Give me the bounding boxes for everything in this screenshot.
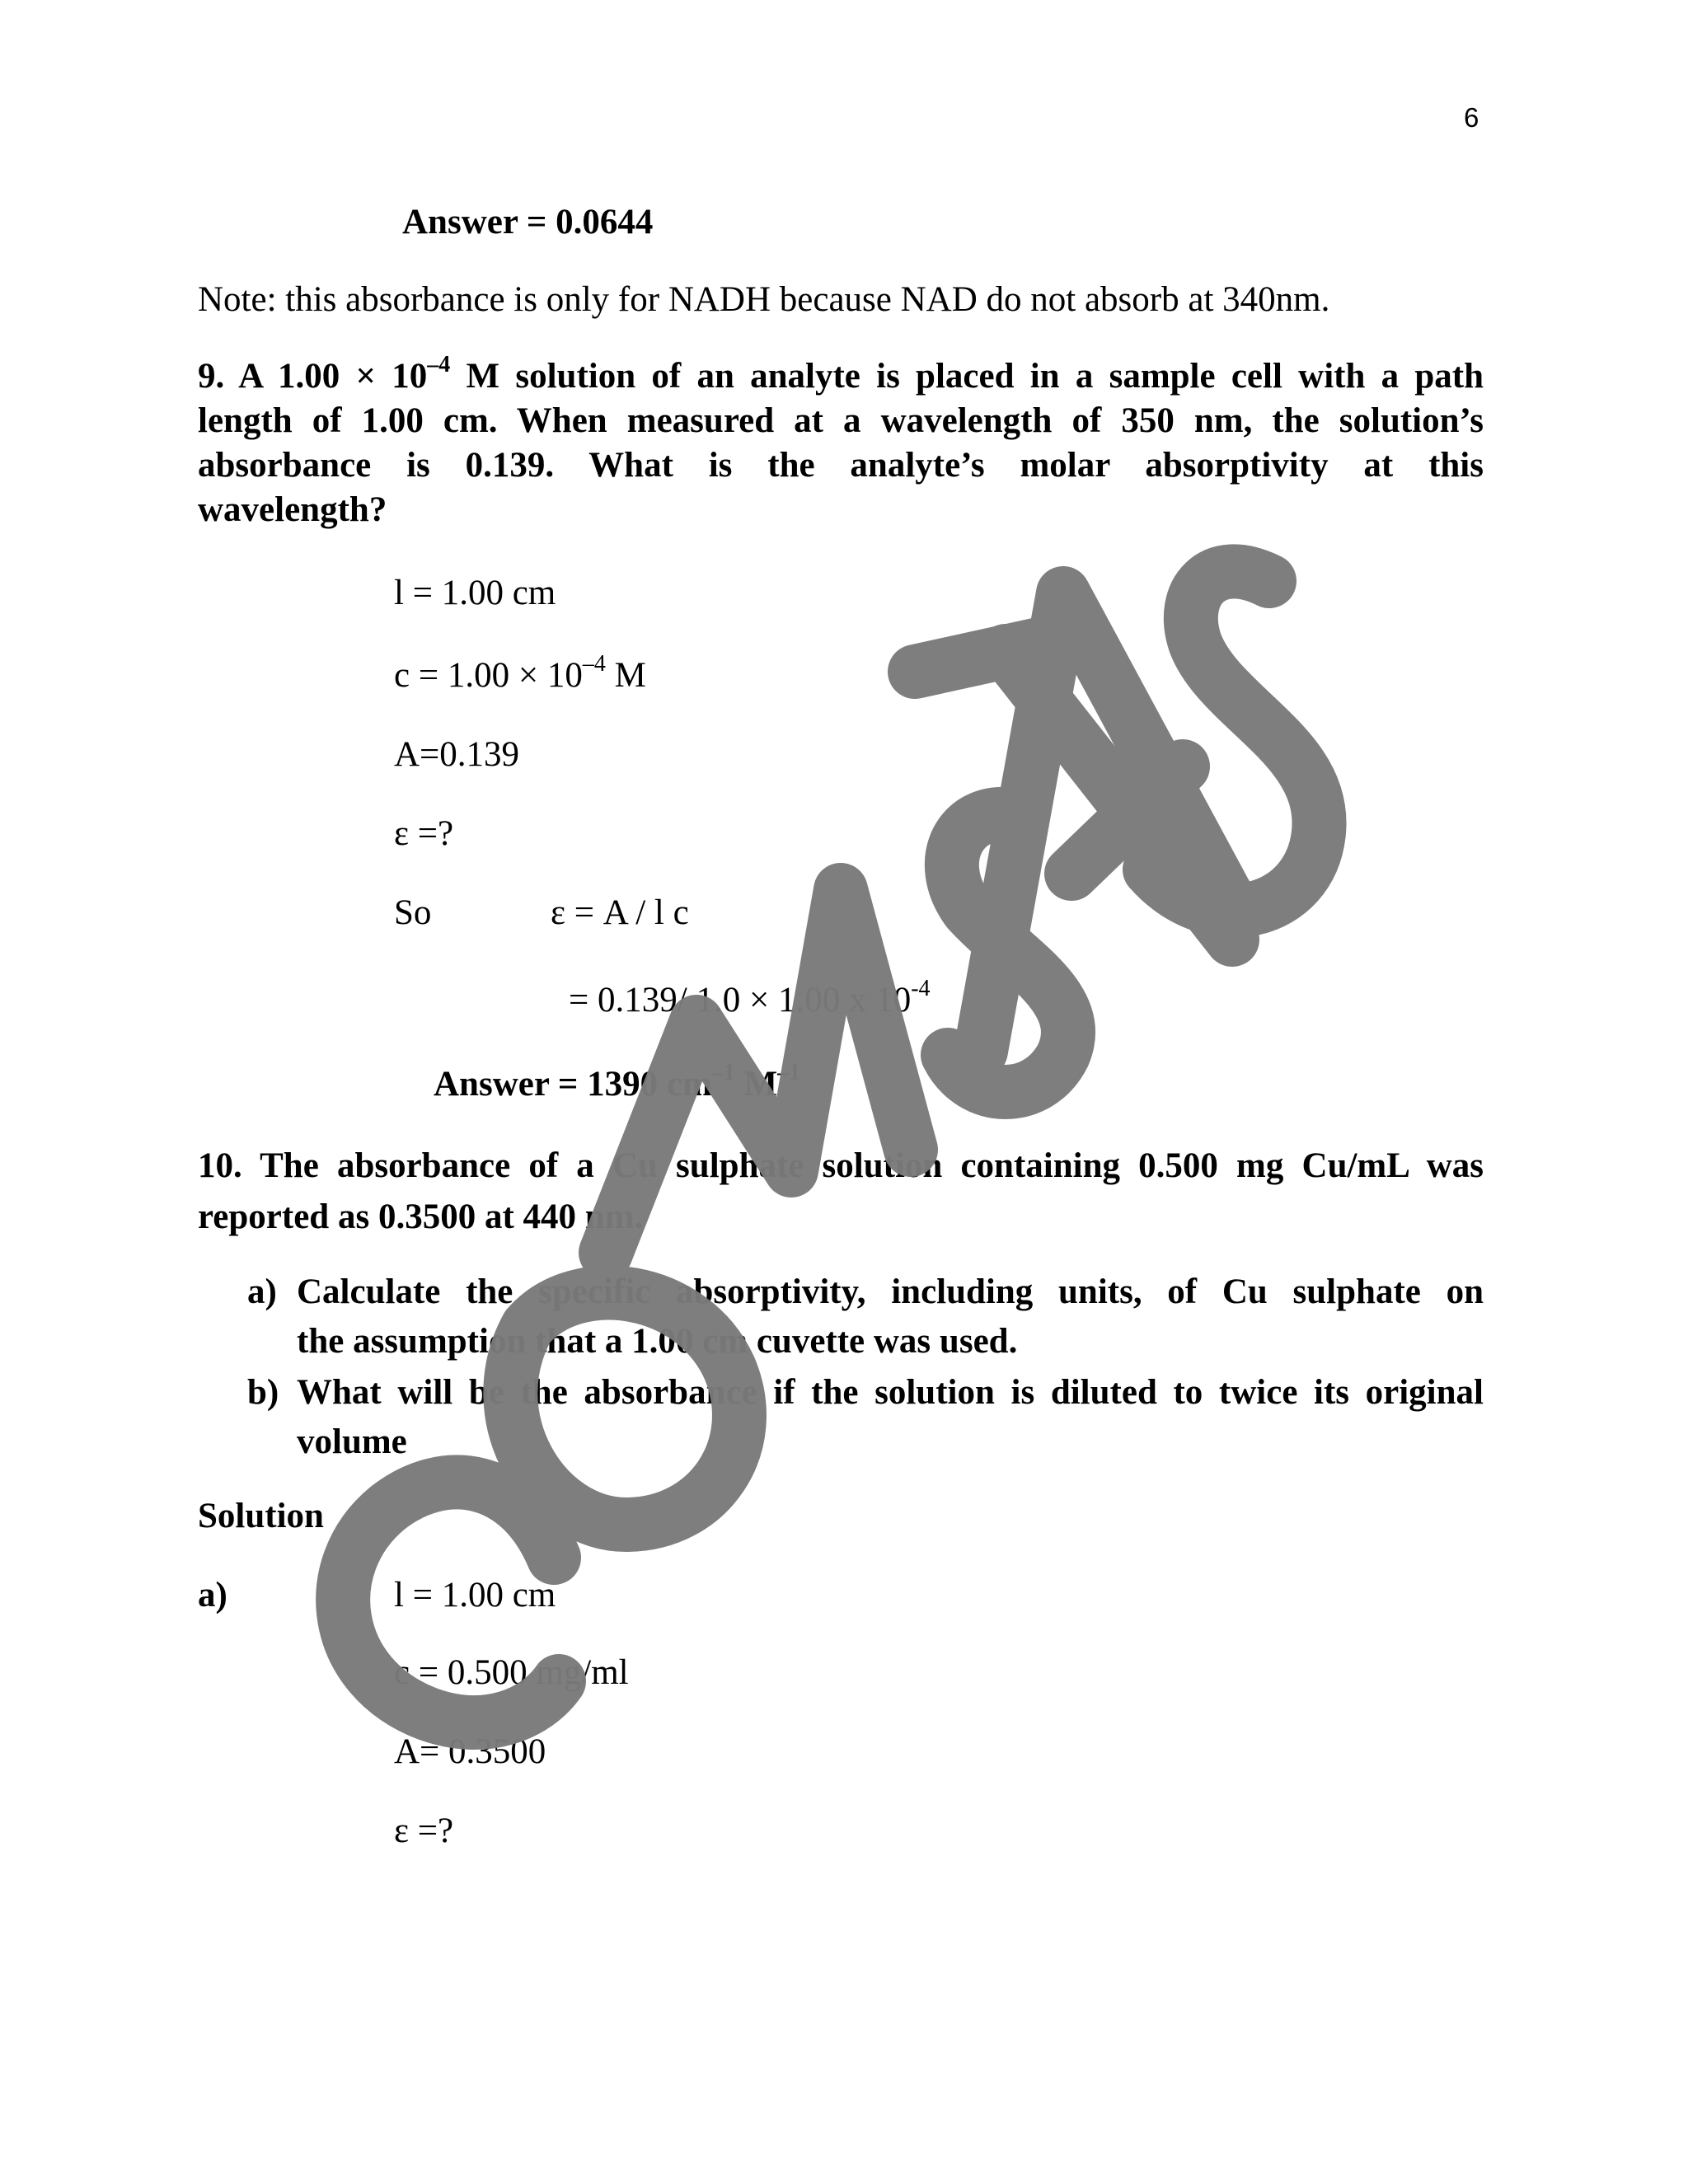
q10-part-b — [247, 1368, 1484, 1470]
q10-part-a-marker: a) — [247, 1272, 277, 1311]
q9-formula: ε = A / l c — [551, 893, 689, 932]
question-10-line-2: reported as 0.3500 at 440 nm. — [198, 1197, 644, 1236]
solution-concentration: c = 0.500 mg/ml — [394, 1653, 629, 1692]
question-9-line-1: 9. A $1.00 \times 10^{-4}$ M solution of an analyte is placed in a sample cell with a path — [198, 352, 1484, 396]
solution-epsilon-unknown: ε =? — [394, 1811, 454, 1850]
solution-heading: Solution — [198, 1497, 324, 1535]
question-9-line-2: length of 1.00 cm. When measured at a wavelength of 350 nm, the solution’s — [198, 401, 1484, 440]
question-10 — [198, 1141, 1484, 1243]
q9-path-length: l = 1.00 cm — [394, 574, 556, 612]
question-10-line-1: 10. The absorbance of a Cu sulphate solution containing 0.500 mg Cu/mL was — [198, 1146, 1484, 1185]
question-9 — [198, 354, 1484, 532]
question-9-line-4: wavelength? — [198, 490, 387, 529]
q9-answer: Answer = 1390 $cm^{-1}$ $M^{-1}$ — [434, 1060, 801, 1104]
q9-calculation: = 0.139/ 1.0 × 1.00 x $10^{-4}$ — [569, 976, 931, 1019]
solution-path-length: l = 1.00 cm — [394, 1576, 556, 1615]
q9-concentration: $c = 1.00 \times 10^{-4}$ M — [394, 651, 646, 695]
q9-so-label: So — [394, 893, 432, 932]
q9-epsilon-unknown: ε =? — [394, 814, 454, 853]
q10-part-a-line-1: Calculate the specific absorptivity, including units, of Cu sulphate on — [297, 1272, 1484, 1311]
previous-answer: Answer = 0.0644 — [402, 203, 654, 241]
note-text: Note: this absorbance is only for NADH because NAD do not absorb at 340nm. — [198, 280, 1330, 319]
q10-part-b-line-1: What will be the absorbance if the solution is diluted to twice its original — [297, 1373, 1484, 1412]
q10-part-b-line-2: volume — [297, 1422, 407, 1461]
q10-part-a — [247, 1268, 1484, 1370]
q10-part-b-marker: b) — [247, 1373, 279, 1412]
q9-absorbance: A=0.139 — [394, 735, 520, 774]
solution-part-a-label: a) — [198, 1576, 227, 1615]
solution-absorbance: A= 0.3500 — [394, 1732, 546, 1771]
page-number: 6 — [1464, 102, 1479, 133]
question-9-line-3: absorbance is 0.139. What is the analyte’s molar absorptivity at this — [198, 446, 1484, 485]
q10-part-a-line-2: the assumption that a 1.00 cm cuvette was used. — [297, 1322, 1018, 1361]
